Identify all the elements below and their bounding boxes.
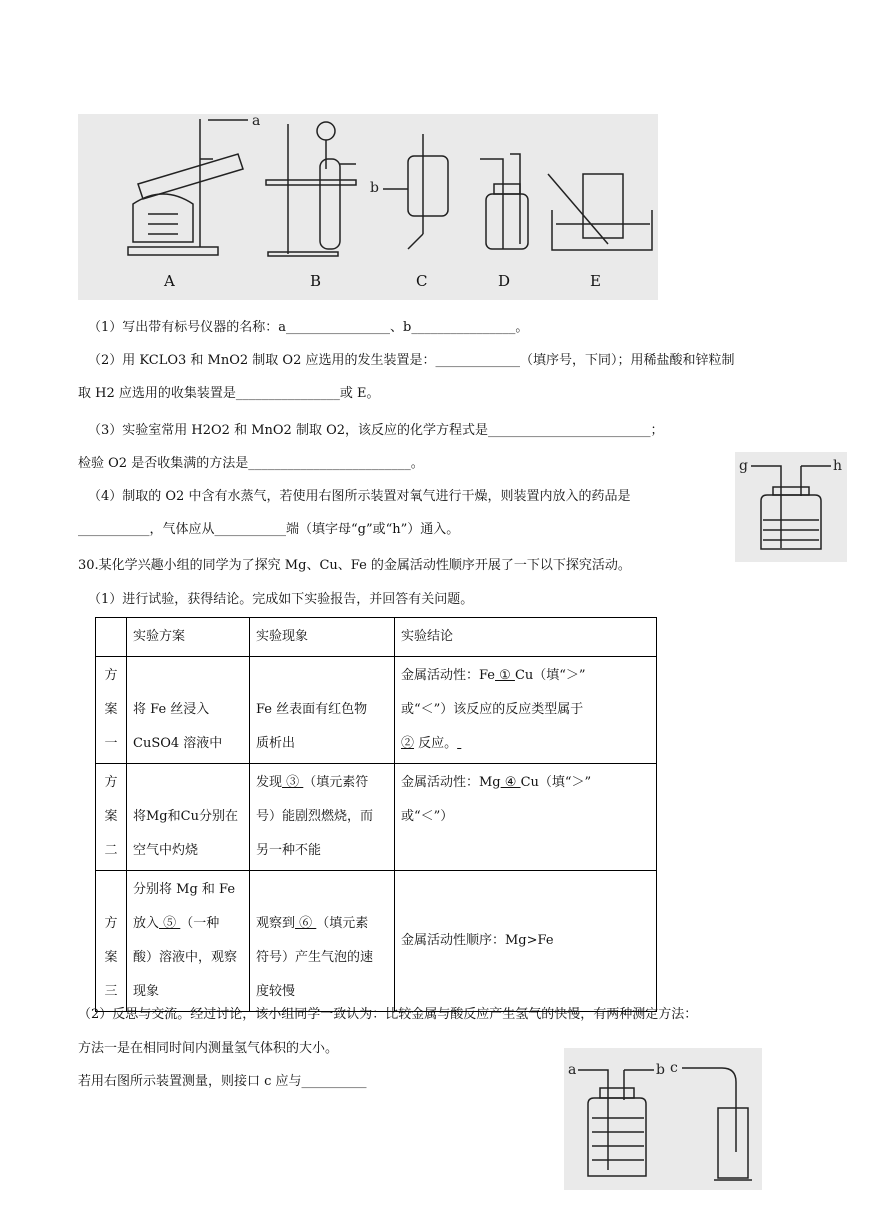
drying-bottle-drawing — [735, 452, 847, 562]
apparatus-label-c: C — [416, 272, 428, 290]
q30-part2-method1: 方法一是在相同时间内测量氢气体积的大小。 — [78, 1041, 339, 1056]
row-side-label: 方 案 二 — [96, 764, 127, 871]
blank-6[interactable]: ⑥ — [295, 916, 317, 931]
row-plan-cell: 分别将 Mg 和 Fe 放入 ⑤ （一种 酸）溶液中，观察 现象 — [127, 871, 250, 1012]
blank-1[interactable]: ① — [495, 668, 515, 683]
label-a: a — [568, 1062, 577, 1078]
row-conclusion-cell: 金属活动性：Fe ① Cu（填“＞” 或“＜”）该反应的反应类型属于 ② 反应。 — [395, 657, 657, 764]
q29-part3-line2: 检验 O2 是否收集满的方法是_________________________。 — [78, 456, 424, 471]
q30-part2: （2）反思与交流。经过讨论，该小组同学一致认为：比较金属与酸反应产生氢气的快慢，有两种测定方法： — [78, 1007, 698, 1022]
apparatus-label-b: B — [310, 272, 322, 290]
row-side-label: 方 案 三 — [96, 871, 127, 1012]
q30-part2-question: 若用右图所示装置测量，则接口 c 应与__________ — [78, 1074, 367, 1089]
label-b: b — [370, 180, 379, 196]
label-a: a — [252, 114, 261, 129]
row-conclusion-cell: 金属活动性：Mg ④ Cu（填“＞” 或“＜”） — [395, 764, 657, 871]
row-phenomenon-cell: Fe 丝表面有红色物 质析出 — [250, 657, 395, 764]
q30-part1: （1）进行试验，获得结论。完成如下实验报告，并回答有关问题。 — [88, 592, 474, 607]
blank-4[interactable]: ④ — [500, 775, 521, 790]
gas-measurement-figure — [564, 1048, 762, 1190]
q29-part2-line1: （2）用 KCLO3 和 MnO2 制取 O2 应选用的发生装置是：_____________（填序号，下同）；用稀盐酸和锌粒制 — [88, 353, 735, 368]
apparatus-label-d: D — [498, 272, 511, 290]
apparatus-figure-a-to-e — [78, 114, 658, 300]
table-row — [96, 657, 657, 764]
blank-2[interactable]: ② — [401, 736, 415, 751]
row-plan-cell: 将Mg和Cu分别在 空气中灼烧 — [127, 764, 250, 871]
apparatus-label-e: E — [590, 272, 601, 290]
q30-stem: 30.某化学兴趣小组的同学为了探究 Mg、Cu、Fe 的金属活动性顺序开展了一下以下探究活动。 — [78, 558, 631, 573]
table-row — [96, 871, 657, 1012]
row-phenomenon-cell: 观察到 ⑥ （填元素 符号）产生气泡的速 度较慢 — [250, 871, 395, 1012]
row-conclusion-cell: 金属活动性顺序：Mg>Fe — [395, 871, 657, 1012]
q29-part4-line1: （4）制取的 O2 中含有水蒸气，若使用右图所示装置对氧气进行干燥，则装置内放入的药品是 — [88, 489, 631, 504]
row-phenomenon-cell: 发现 ③ （填元素符 号）能剧烈燃烧，而 另一种不能 — [250, 764, 395, 871]
header-cell-empty — [96, 618, 127, 657]
header-cell-plan: 实验方案 — [127, 618, 250, 657]
apparatus-label-a: A — [164, 272, 175, 290]
label-b: b — [656, 1062, 665, 1078]
row-plan-cell: 将 Fe 丝浸入 CuSO4 溶液中 — [127, 657, 250, 764]
q29-part4-line2: ___________，气体应从___________端（填字母“g”或“h”）通入。 — [78, 522, 460, 537]
label-g: g — [739, 458, 748, 474]
table-header-row — [96, 618, 657, 657]
experiment-report-table — [95, 617, 657, 1012]
table-row — [96, 764, 657, 871]
header-cell-phenomenon: 实验现象 — [250, 618, 395, 657]
blank-5[interactable]: ⑤ — [159, 916, 181, 931]
blank-3[interactable]: ③ — [282, 775, 304, 790]
header-cell-conclusion: 实验结论 — [395, 618, 657, 657]
drying-bottle-figure — [735, 452, 847, 562]
row-side-label: 方 案 一 — [96, 657, 127, 764]
q29-part1: （1）写出带有标号仪器的名称：a________________、b________________。 — [88, 320, 529, 335]
label-c: c — [670, 1060, 678, 1076]
gas-measurement-drawing — [564, 1048, 762, 1190]
label-h: h — [833, 458, 843, 474]
q29-part2-line2: 取 H2 应选用的收集装置是________________或 E。 — [78, 386, 380, 401]
q29-part3-line1: （3）实验室常用 H2O2 和 MnO2 制取 O2，该反应的化学方程式是_________________________； — [88, 423, 664, 438]
